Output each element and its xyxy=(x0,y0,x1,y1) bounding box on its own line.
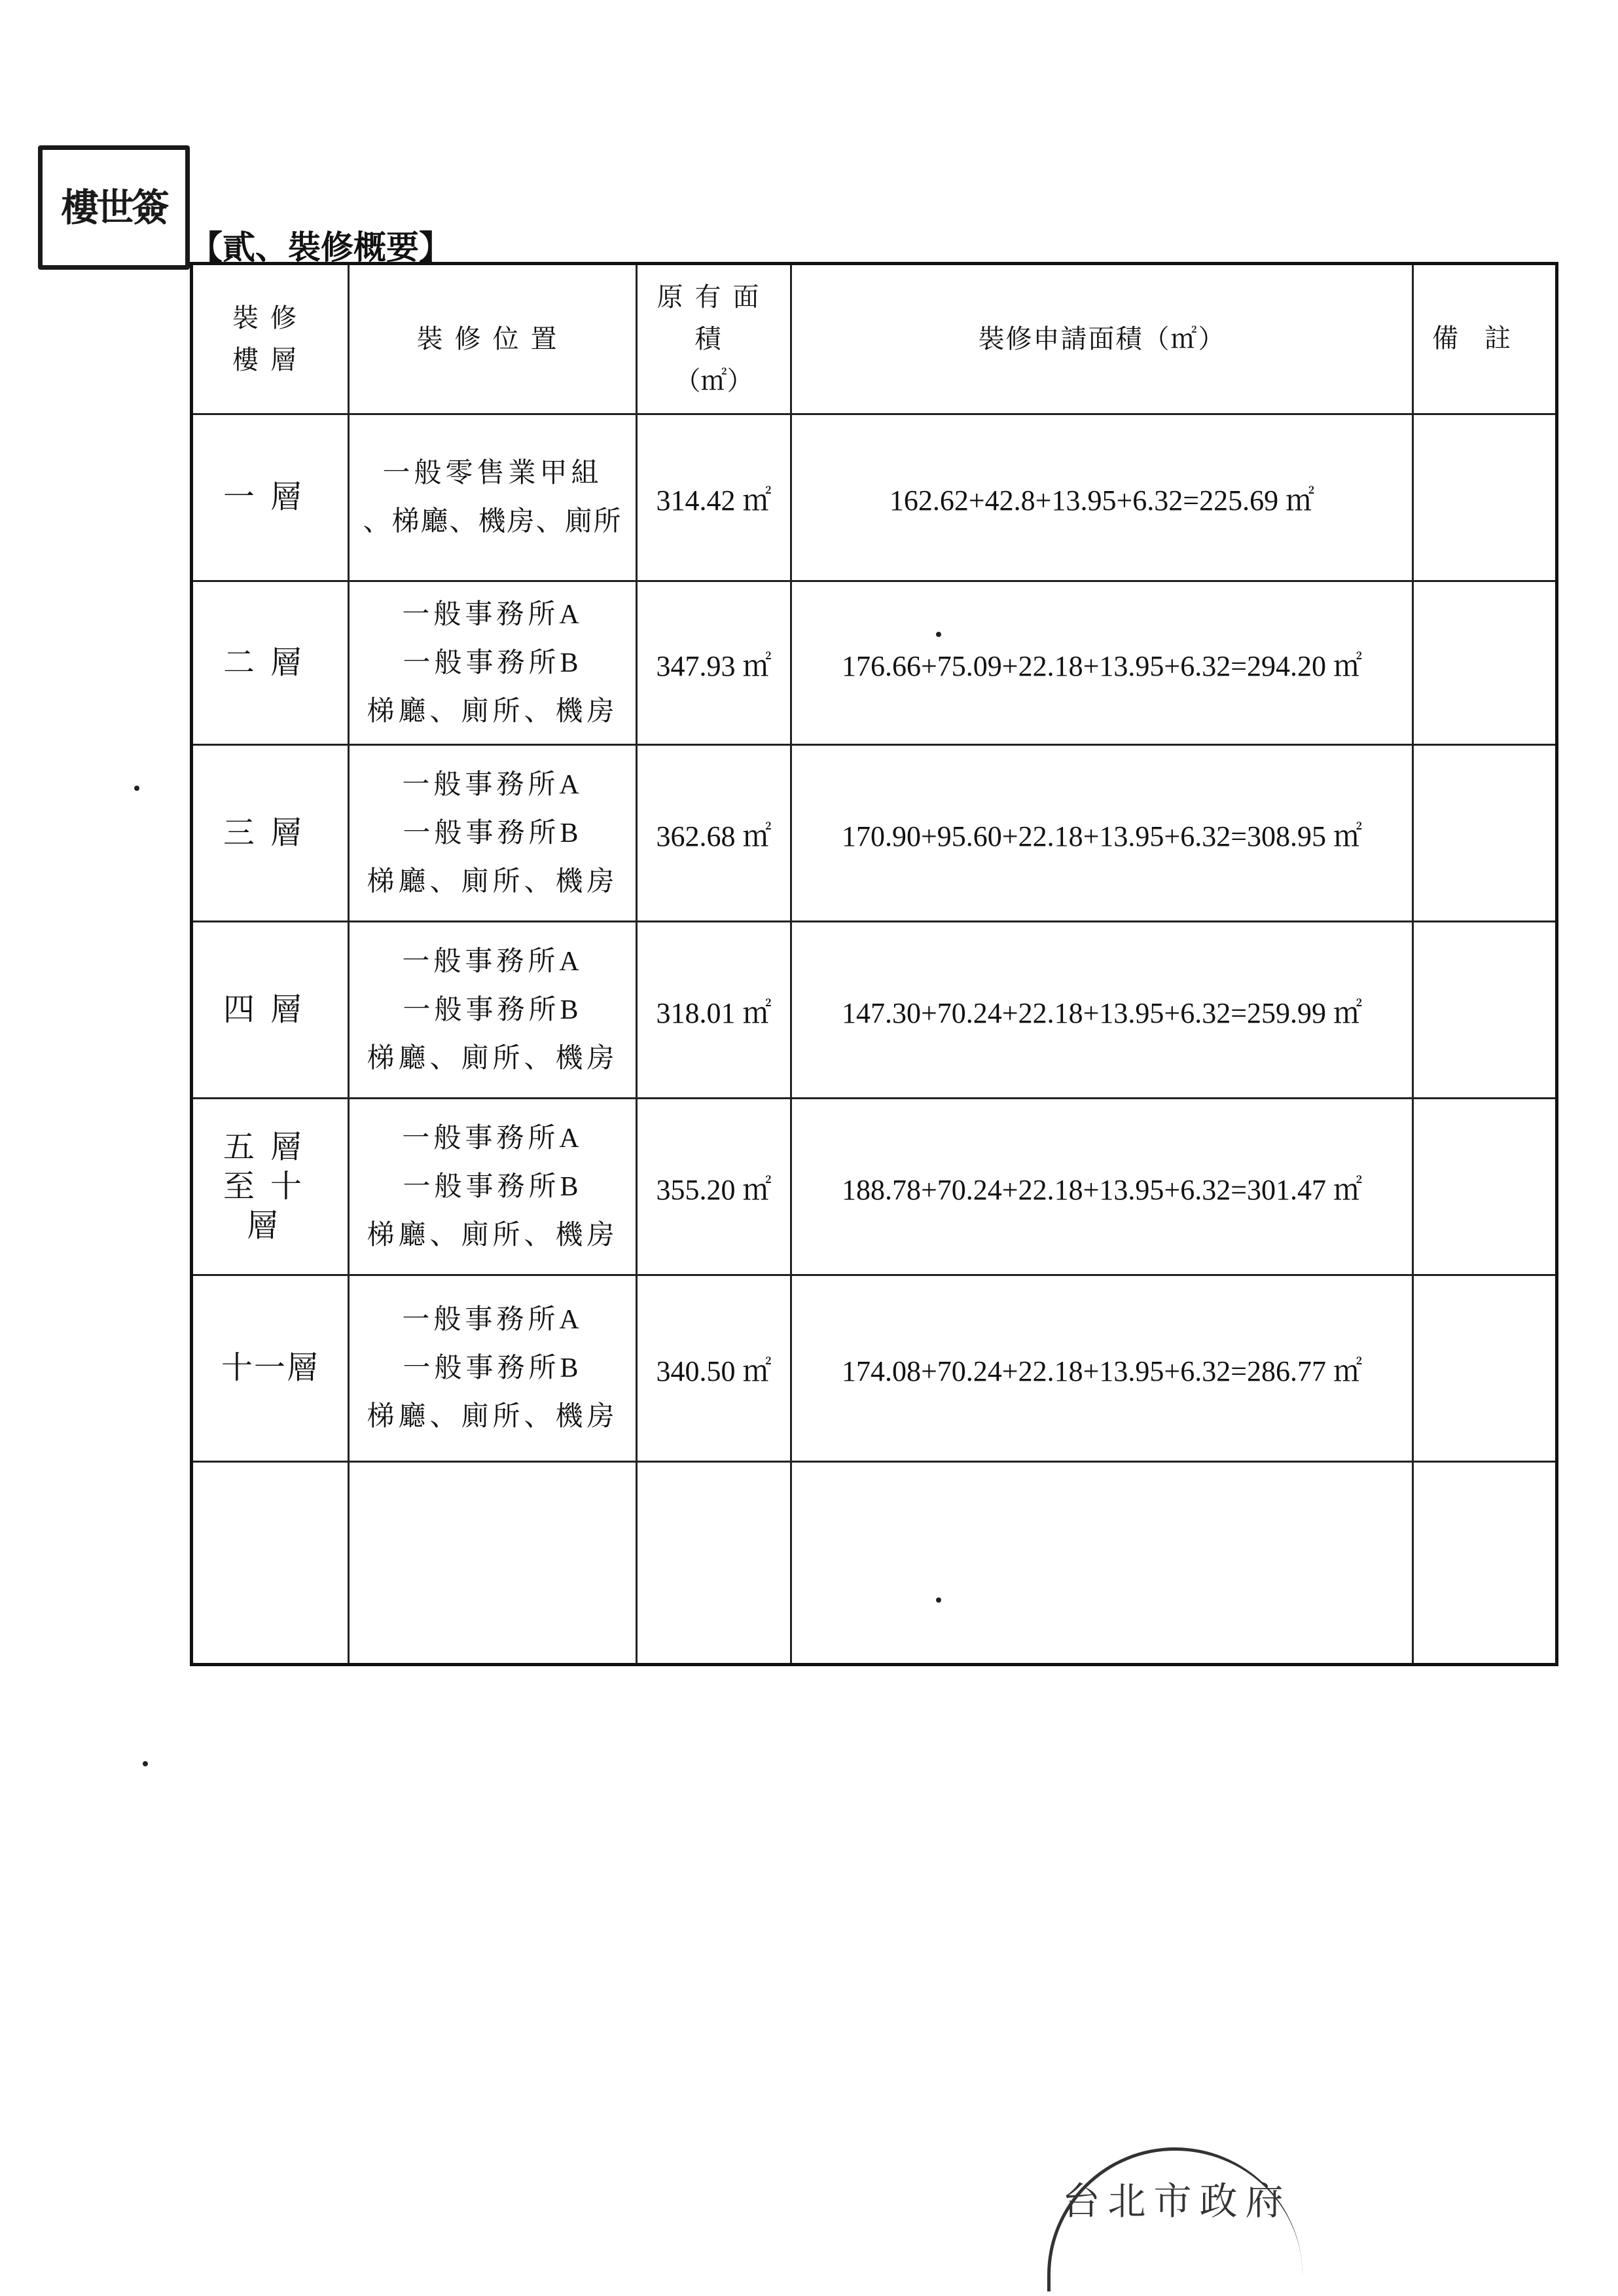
empty-cell xyxy=(637,1462,791,1665)
renovation-summary-table xyxy=(190,262,1558,1666)
row-position-line1: 一般事務所A xyxy=(402,1305,583,1335)
row-position-line1: 一般零售業甲組 xyxy=(382,458,603,488)
header-original-area xyxy=(637,264,791,414)
row-note xyxy=(1413,581,1557,745)
row-position-line2: 一般事務所B xyxy=(403,647,583,678)
header-notes: 備註 xyxy=(1413,264,1557,414)
row-position-line2: 、梯廳、機房、廁所 xyxy=(363,507,622,537)
scan-speck xyxy=(134,786,139,791)
row-note xyxy=(1413,1275,1557,1462)
row-position-line3: 梯廳、廁所、機房 xyxy=(367,866,619,897)
row-position-line1: 一般事務所A xyxy=(402,769,583,800)
row-position-line3: 梯廳、廁所、機房 xyxy=(367,1220,619,1250)
row-position-line1: 一般事務所A xyxy=(402,1123,583,1154)
row-floor: 三層 xyxy=(192,745,349,922)
header-requested-area: 裝修申請面積（㎡） xyxy=(791,264,1413,414)
row-requested-area: 147.30+70.24+22.18+13.95+6.32=259.99 ㎡ xyxy=(791,922,1413,1099)
row-position-line2: 一般事務所B xyxy=(403,1171,583,1202)
header-original-area-line1: 原有面積 xyxy=(656,282,771,354)
row-requested-area: 170.90+95.60+22.18+13.95+6.32=308.95 ㎡ xyxy=(791,745,1413,922)
row-position xyxy=(349,414,637,581)
header-floor: 裝修樓層 xyxy=(192,264,349,414)
row-original-area: 355.20 ㎡ xyxy=(637,1099,791,1275)
row-position xyxy=(349,922,637,1099)
table-row xyxy=(192,581,1557,745)
empty-cell xyxy=(791,1462,1413,1665)
row-position-line2: 一般事務所B xyxy=(403,818,583,848)
row-note xyxy=(1413,414,1557,581)
row-note xyxy=(1413,1099,1557,1275)
row-position-line2: 一般事務所B xyxy=(403,1353,583,1383)
row-floor: 五層至十層 xyxy=(192,1099,349,1275)
table-header-row xyxy=(192,264,1557,414)
row-floor: 一層 xyxy=(192,414,349,581)
row-note xyxy=(1413,922,1557,1099)
header-position: 裝修位置 xyxy=(349,264,637,414)
row-floor: 四層 xyxy=(192,922,349,1099)
row-position-line3: 梯廳、廁所、機房 xyxy=(367,1402,619,1432)
scan-speck xyxy=(143,1761,148,1766)
table-row xyxy=(192,414,1557,581)
row-position-line1: 一般事務所A xyxy=(402,599,583,630)
row-floor: 二層 xyxy=(192,581,349,745)
empty-cell xyxy=(192,1462,349,1665)
row-note xyxy=(1413,745,1557,922)
scan-speck xyxy=(936,632,941,637)
header-original-area-line2: （㎡） xyxy=(674,366,753,395)
row-requested-area: 176.66+75.09+22.18+13.95+6.32=294.20 ㎡ xyxy=(791,581,1413,745)
corner-seal xyxy=(38,145,190,270)
row-position xyxy=(349,581,637,745)
official-stamp xyxy=(1047,2147,1303,2291)
row-requested-area: 174.08+70.24+22.18+13.95+6.32=286.77 ㎡ xyxy=(791,1275,1413,1462)
row-original-area: 340.50 ㎡ xyxy=(637,1275,791,1462)
empty-cell xyxy=(1413,1462,1557,1665)
section-title: 【貳、裝修概要】 xyxy=(190,228,452,266)
table-row-empty xyxy=(192,1462,1557,1665)
table-row xyxy=(192,922,1557,1099)
row-position-line2: 一般事務所B xyxy=(403,994,583,1025)
row-original-area: 314.42 ㎡ xyxy=(637,414,791,581)
row-position-line3: 梯廳、廁所、機房 xyxy=(367,696,619,727)
official-stamp-text: 台北市政府 xyxy=(1062,2179,1291,2223)
row-original-area: 318.01 ㎡ xyxy=(637,922,791,1099)
row-requested-area: 162.62+42.8+13.95+6.32=225.69 ㎡ xyxy=(791,414,1413,581)
empty-cell xyxy=(349,1462,637,1665)
row-position-line1: 一般事務所A xyxy=(402,946,583,977)
table-row xyxy=(192,745,1557,922)
table-row xyxy=(192,1275,1557,1462)
row-requested-area: 188.78+70.24+22.18+13.95+6.32=301.47 ㎡ xyxy=(791,1099,1413,1275)
scan-speck xyxy=(936,1597,941,1603)
row-position-line3: 梯廳、廁所、機房 xyxy=(367,1043,619,1074)
row-position xyxy=(349,1099,637,1275)
row-position xyxy=(349,745,637,922)
row-original-area: 347.93 ㎡ xyxy=(637,581,791,745)
corner-seal-text: 樓世簽 xyxy=(60,185,167,230)
row-floor: 十一層 xyxy=(192,1275,349,1462)
row-position xyxy=(349,1275,637,1462)
table-row xyxy=(192,1099,1557,1275)
row-original-area: 362.68 ㎡ xyxy=(637,745,791,922)
